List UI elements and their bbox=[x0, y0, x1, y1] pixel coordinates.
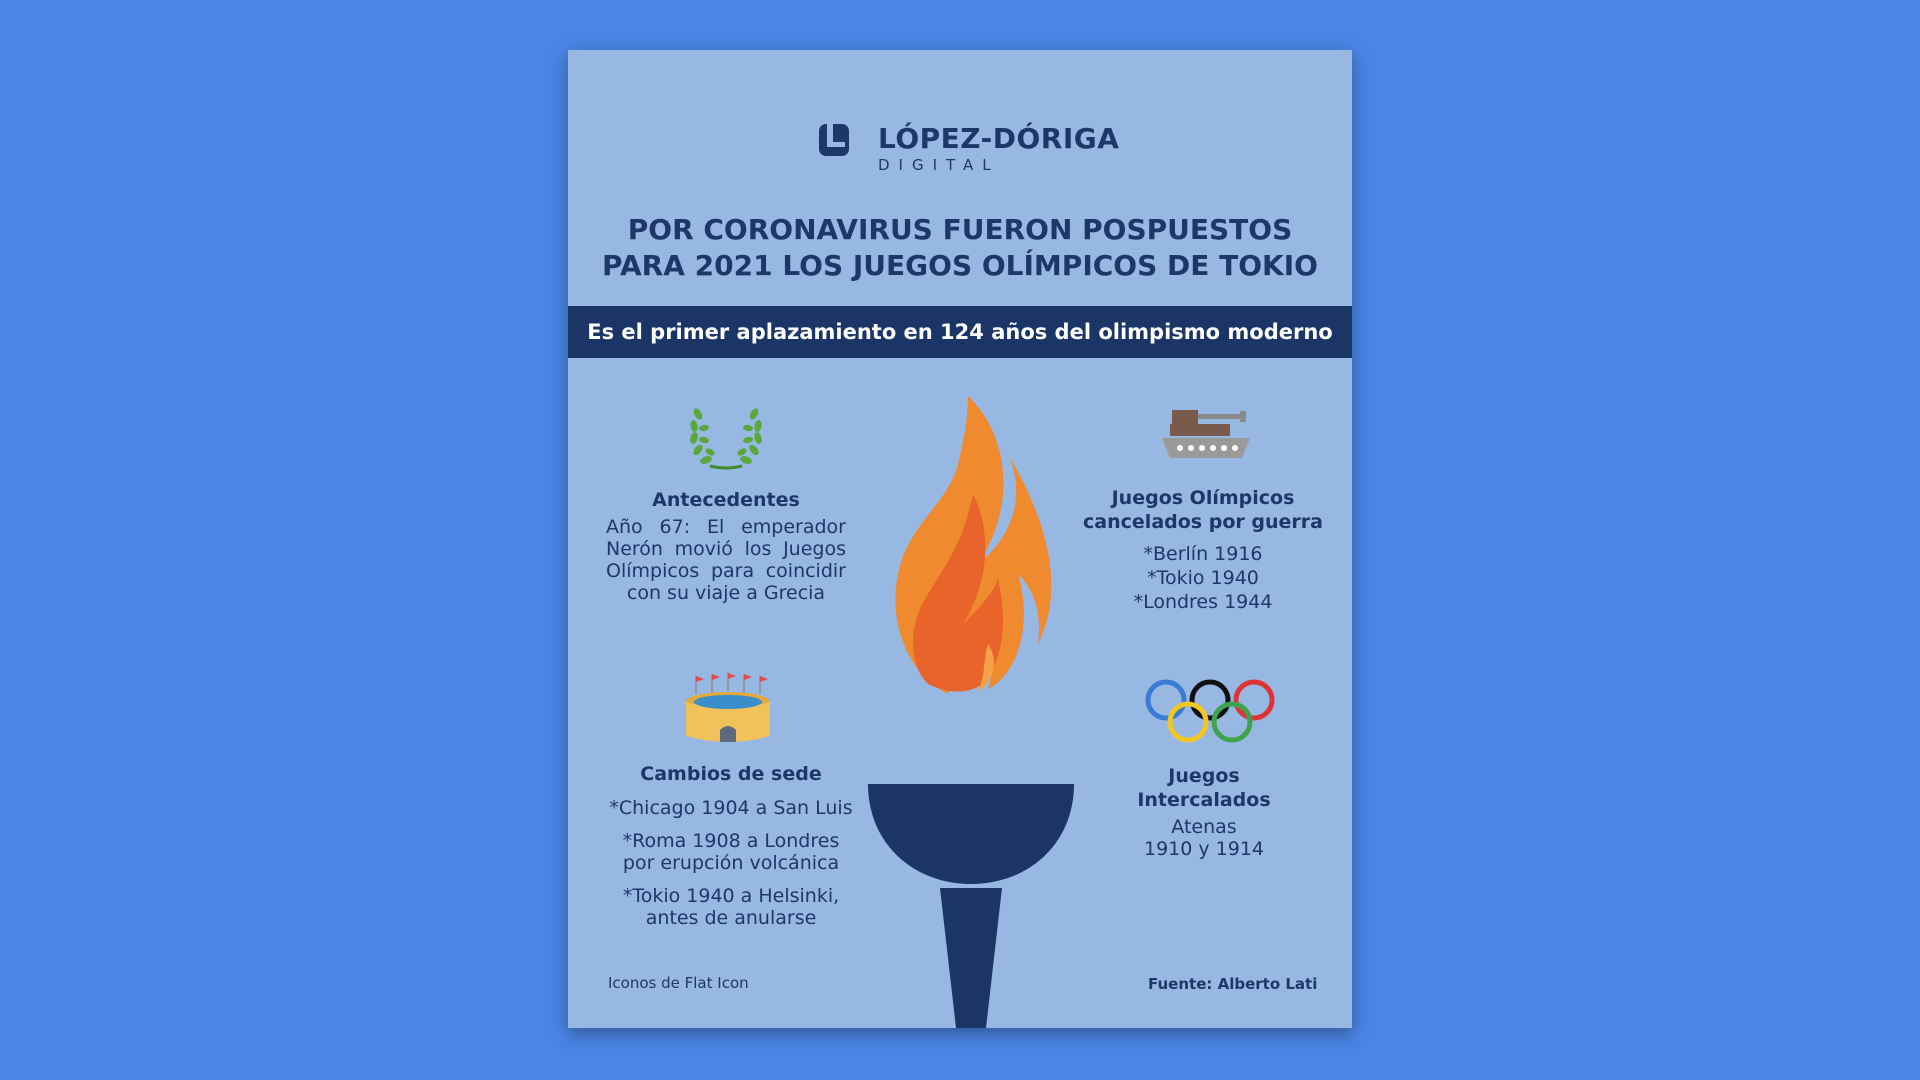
brand-subtitle: DIGITAL bbox=[878, 156, 1000, 174]
icons-credit: Iconos de Flat Icon bbox=[608, 974, 749, 992]
cancelados-item: *Tokio 1940 bbox=[1147, 567, 1259, 589]
stadium-icon bbox=[682, 670, 770, 750]
torch-handle bbox=[940, 888, 1002, 1028]
cancelados-item: *Londres 1944 bbox=[1133, 591, 1273, 613]
cancelados-item: *Berlín 1916 bbox=[1143, 543, 1263, 565]
cancelados-title-line-1: Juegos Olímpicos bbox=[1111, 487, 1295, 509]
torch-bowl bbox=[868, 784, 1074, 884]
headline-line-2: PARA 2021 LOS JUEGOS OLÍMPICOS DE TOKIO bbox=[602, 249, 1318, 282]
intercalados-text-line-2: 1910 y 1914 bbox=[1143, 838, 1265, 860]
cambios-item-line-1: *Tokio 1940 a Helsinki, bbox=[622, 885, 840, 907]
lopez-doriga-logo-icon bbox=[818, 122, 854, 158]
tank-icon bbox=[1160, 406, 1252, 462]
antecedentes-text: Año 67: El emperador Nerón movió los Juegos Olímpicos para coincidir con su viaje a Grecia bbox=[606, 516, 846, 604]
cambios-title: Cambios de sede bbox=[640, 763, 822, 785]
infographic-card bbox=[568, 50, 1352, 1028]
antecedentes-title: Antecedentes bbox=[652, 489, 800, 511]
cambios-item bbox=[606, 885, 856, 929]
intercalados-title-line-2: Intercalados bbox=[1137, 789, 1271, 811]
intercalados-title-line-1: Juegos bbox=[1168, 765, 1240, 787]
cancelados-block bbox=[1078, 486, 1328, 614]
laurel-wreath-icon bbox=[686, 400, 766, 472]
subheadline-band: Es el primer aplazamiento en 124 años del olimpismo moderno bbox=[568, 306, 1352, 358]
intercalados-text-line-1: Atenas bbox=[1171, 816, 1237, 838]
headline bbox=[588, 212, 1332, 284]
cambios-item bbox=[606, 830, 856, 874]
cambios-item-line-1: *Chicago 1904 a San Luis bbox=[609, 797, 853, 819]
cambios-item-line-2: antes de anularse bbox=[645, 907, 817, 929]
headline-line-1: POR CORONAVIRUS FUERON POSPUESTOS bbox=[627, 213, 1293, 246]
brand-logo bbox=[818, 122, 1118, 182]
olympic-torch-icon bbox=[868, 394, 1078, 1028]
cambios-item-line-1: *Roma 1908 a Londres bbox=[622, 830, 840, 852]
cambios-block bbox=[606, 762, 856, 929]
antecedentes-block bbox=[606, 488, 846, 604]
intercalados-block bbox=[1104, 764, 1304, 860]
cambios-item bbox=[606, 797, 856, 819]
brand-name: LÓPEZ-DÓRIGA bbox=[878, 122, 1120, 155]
olympic-rings-icon bbox=[1144, 678, 1276, 750]
cancelados-title-line-2: cancelados por guerra bbox=[1083, 511, 1323, 533]
cambios-item-line-2: por erupción volcánica bbox=[622, 852, 840, 874]
source-credit: Fuente: Alberto Lati bbox=[1148, 975, 1318, 993]
